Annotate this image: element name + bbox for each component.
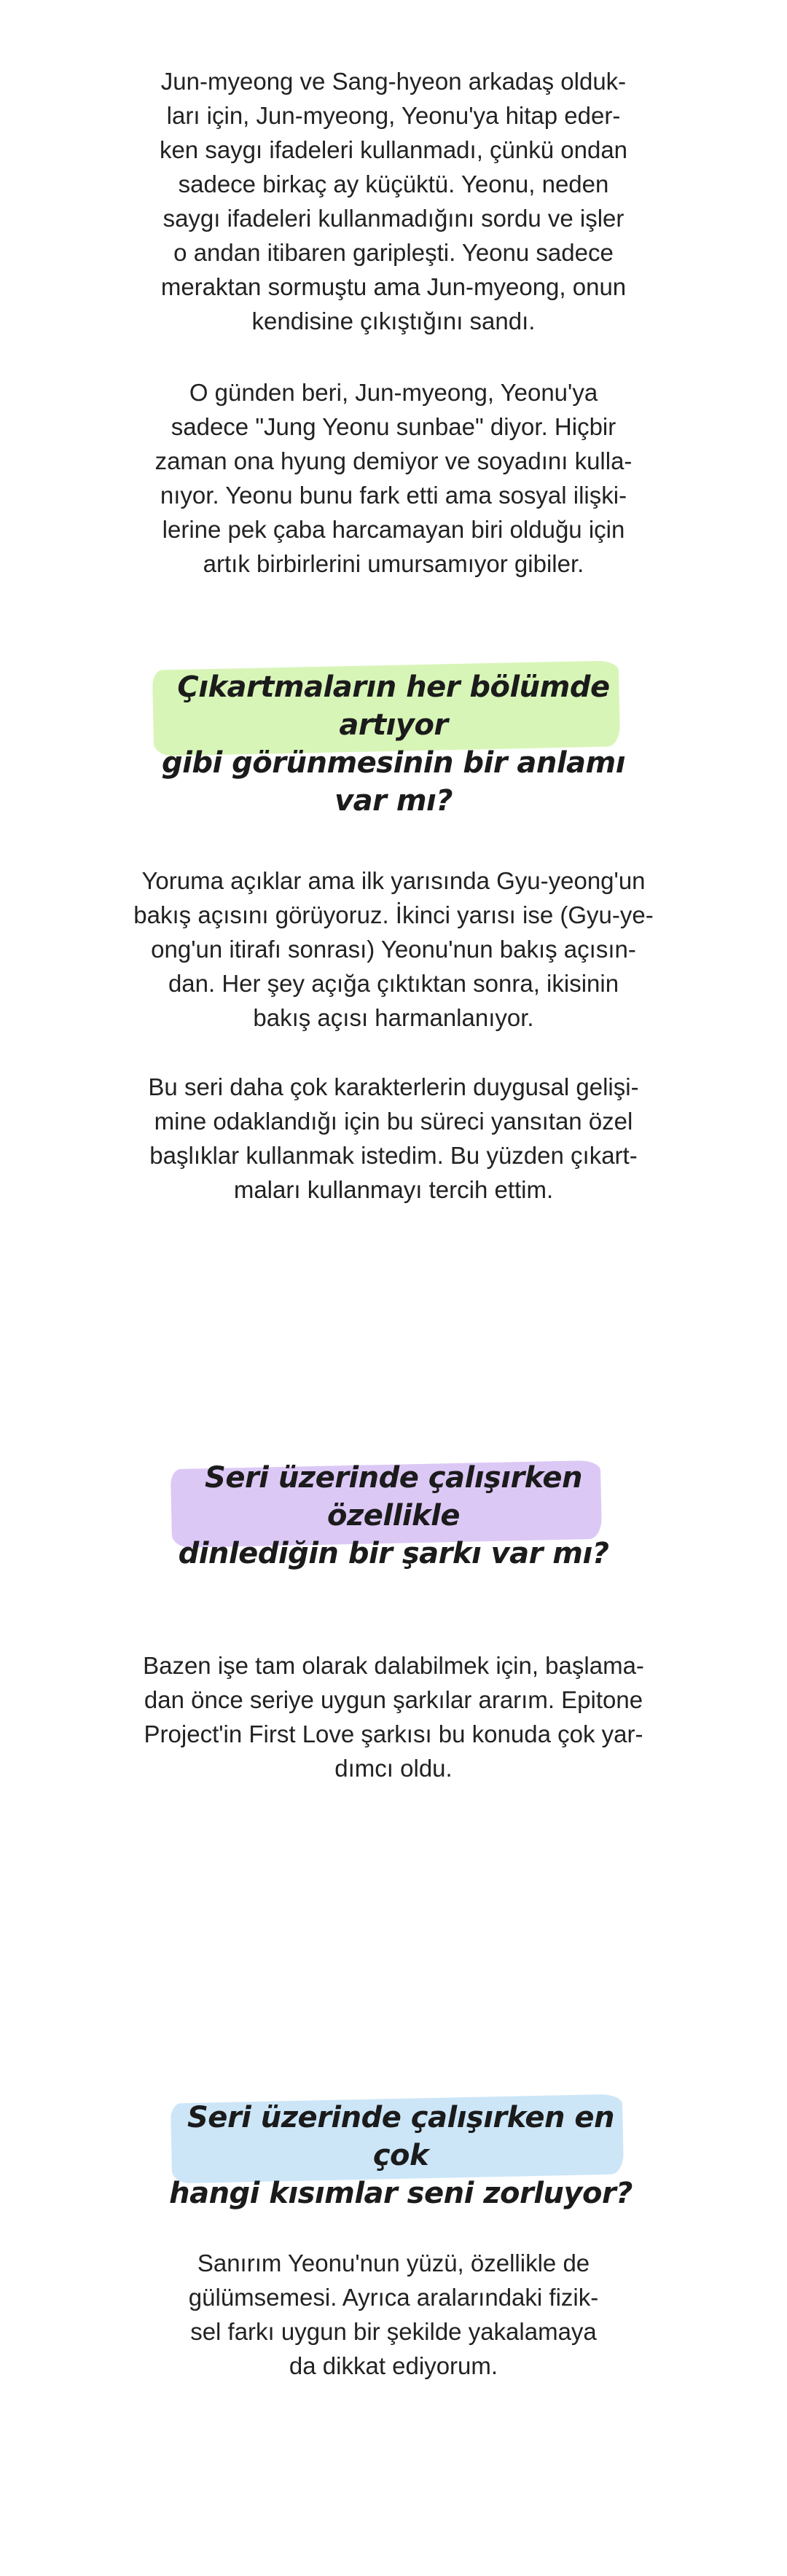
intro-paragraph-1: Jun-myeong ve Sang-hyeon arkadaş olduk- ları için, Jun-myeong, Yeonu'ya hitap eder- ken saygı ifadeleri kullanmadı, çünkü ondan sadece birkaç ay küçüktü. Yeonu, neden saygı ifadeleri kullanmadığını sordu ve işler o andan itibaren garipleşti. Yeonu sadece meraktan sormuştu ama Jun-myeong, onun kendisine çıkıştığını sandı. [159,68,628,334]
question-block-song [160,1450,627,1570]
question-heading-stickers: Çıkartmaların her bölümde artıyor gibi görünmesinin bir anlamı var mı? [162,670,625,818]
question-heading-difficulty: Seri üzerinde çalışırken en çok hangi kısımlar seni zorluyor? [169,2101,633,2210]
answer-stickers-paragraph-1: Yoruma açıklar ama ilk yarısında Gyu-yeong'un bakış açısını görüyoruz. İkinci yarısı ise (Gyu-ye- ong'un itirafı sonrası) Yeonu'nun bakış açısın- dan. Her şey açığa çıktıktan sonra, ikisinin bakış açısı harmanlanıyor. [133,867,654,1031]
question-block-stickers [153,659,634,818]
answer-difficulty-paragraph: Sanırım Yeonu'nun yüzü, özellikle de gülümsemesi. Ayrıca aralarındaki fizik- sel farkı uygun bir şekilde yakalamaya da dikkat ediyorum. [188,2250,599,2379]
answer-song-paragraph: Bazen işe tam olarak dalabilmek için, başlama- dan önce seriye uygun şarkılar ararım. Epitone Project'in First Love şarkısı bu konuda çok yar- dımcı oldu. [143,1652,644,1782]
question-block-difficulty [168,2090,634,2210]
intro-paragraph-2: O günden beri, Jun-myeong, Yeonu'ya sadece "Jung Yeonu sunbae" diyor. Hiçbir zaman ona hyung demiyor ve soyadını kulla- nıyor. Yeonu bunu fark etti ama sosyal ilişki- lerine pek çaba harcamayan biri olduğu için artık birbirlerini umursamıyor gibiler. [154,379,633,577]
answer-stickers-paragraph-2: Bu seri daha çok karakterlerin duygusal gelişi- mine odaklandığı için bu süreci yansıtan özel başlıklar kullanmak istedim. Bu yüzden çıkart- maları kullanmayı tercih ettim. [148,1073,639,1203]
question-heading-song: Seri üzerinde çalışırken özellikle dinlediğin bir şarkı var mı? [178,1461,609,1570]
